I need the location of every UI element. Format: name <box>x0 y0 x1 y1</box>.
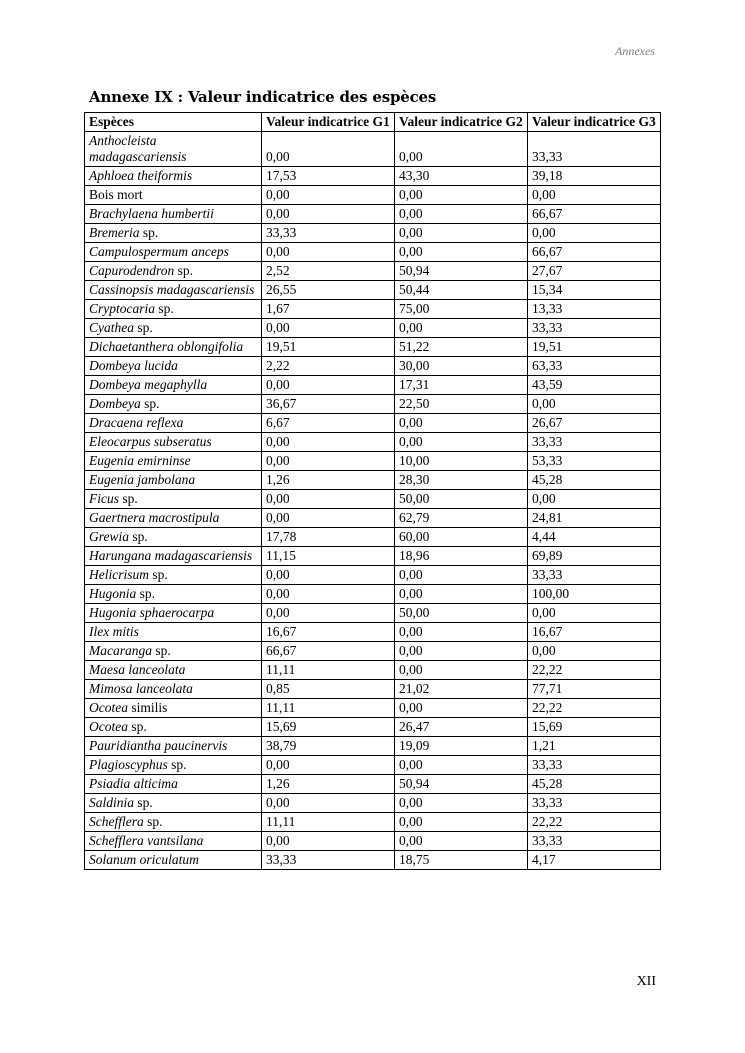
value-g3-cell: 45,28 <box>528 471 661 490</box>
value-g1-cell: 66,67 <box>262 642 395 661</box>
species-name-italic: Saldinia <box>89 795 135 810</box>
species-name-italic: Psiadia alticima <box>89 776 178 791</box>
value-g2-cell: 0,00 <box>395 224 528 243</box>
value-g2-cell: 18,96 <box>395 547 528 566</box>
value-g1-cell: 0,00 <box>262 490 395 509</box>
species-name-cell <box>85 832 262 851</box>
species-name-cell <box>85 661 262 680</box>
table-row <box>85 623 661 642</box>
species-name-italic: Eugenia jambolana <box>89 472 196 487</box>
value-g2-cell: 19,09 <box>395 737 528 756</box>
value-g1-cell: 0,00 <box>262 376 395 395</box>
value-g2-cell: 0,00 <box>395 623 528 642</box>
species-name-suffix: sp. <box>152 643 171 658</box>
species-name-cell <box>85 452 262 471</box>
species-name-cell <box>85 699 262 718</box>
header-g2: Valeur indicatrice G2 <box>395 113 528 132</box>
value-g2-cell: 0,00 <box>395 794 528 813</box>
species-name-cell <box>85 281 262 300</box>
table-row <box>85 813 661 832</box>
species-name-italic: Maesa lanceolata <box>89 662 186 677</box>
value-g2-cell: 30,00 <box>395 357 528 376</box>
value-g2-cell: 50,00 <box>395 604 528 623</box>
species-name-italic: Campulospermum anceps <box>89 244 229 259</box>
species-name-cell <box>85 604 262 623</box>
species-name-cell <box>85 300 262 319</box>
species-name-italic: Hugonia <box>89 586 137 601</box>
species-name-suffix: sp. <box>167 757 187 772</box>
species-name-italic: Hugonia sphaerocarpa <box>89 605 215 620</box>
table-row <box>85 661 661 680</box>
table-row <box>85 132 661 167</box>
value-g2-cell: 0,00 <box>395 205 528 224</box>
species-name-suffix: sp. <box>140 396 160 411</box>
table-row <box>85 604 661 623</box>
species-name-cell <box>85 414 262 433</box>
species-name-italic: Cryptocaria <box>89 301 155 316</box>
value-g3-cell: 24,81 <box>528 509 661 528</box>
species-name-suffix: Bois mort <box>89 187 143 202</box>
value-g1-cell: 0,00 <box>262 243 395 262</box>
table-row <box>85 509 661 528</box>
value-g1-cell: 11,11 <box>262 699 395 718</box>
value-g3-cell: 13,33 <box>528 300 661 319</box>
value-g3-cell: 19,51 <box>528 338 661 357</box>
species-name-italic: Dichaetanthera oblongifolia <box>89 339 244 354</box>
species-name-italic: Gaertnera macrostipula <box>89 510 220 525</box>
species-name-suffix: sp. <box>134 320 153 335</box>
species-name-italic: Plagioscyphus <box>89 757 168 772</box>
table-row <box>85 300 661 319</box>
value-g3-cell: 53,33 <box>528 452 661 471</box>
value-g1-cell: 0,00 <box>262 186 395 205</box>
value-g3-cell: 0,00 <box>528 224 661 243</box>
species-name-cell <box>85 167 262 186</box>
table-row <box>85 224 661 243</box>
value-g3-cell: 22,22 <box>528 813 661 832</box>
species-name-italic: Schefflera <box>89 814 144 829</box>
value-g1-cell: 2,22 <box>262 357 395 376</box>
value-g1-cell: 0,00 <box>262 585 395 604</box>
value-g2-cell: 50,94 <box>395 775 528 794</box>
header-g3: Valeur indicatrice G3 <box>528 113 661 132</box>
value-g1-cell: 11,11 <box>262 813 395 832</box>
value-g1-cell: 0,00 <box>262 205 395 224</box>
table-row <box>85 490 661 509</box>
value-g1-cell: 0,00 <box>262 794 395 813</box>
value-g1-cell: 11,15 <box>262 547 395 566</box>
species-name-italic: Anthocleista madagascariensis <box>89 133 187 164</box>
species-name-italic: Ilex mitis <box>89 624 139 639</box>
value-g2-cell: 22,50 <box>395 395 528 414</box>
table-row <box>85 433 661 452</box>
value-g2-cell: 60,00 <box>395 528 528 547</box>
table-row <box>85 851 661 870</box>
table-row <box>85 167 661 186</box>
species-name-suffix: sp. <box>127 719 147 734</box>
page-title: Annexe IX : Valeur indicatrice des espèces <box>89 88 437 106</box>
species-name-cell <box>85 490 262 509</box>
species-name-cell <box>85 566 262 585</box>
species-name-italic: Capurodendron <box>89 263 175 278</box>
table-row <box>85 756 661 775</box>
species-name-italic: Harungana madagascariensis <box>89 548 253 563</box>
species-name-suffix: sp. <box>129 529 148 544</box>
value-g3-cell: 33,33 <box>528 433 661 452</box>
species-name-italic: Brachylaena humbertii <box>89 206 214 221</box>
value-g3-cell: 33,33 <box>528 566 661 585</box>
species-name-italic: Helicrisum <box>89 567 149 582</box>
table-row <box>85 281 661 300</box>
species-name-suffix: sp. <box>139 225 159 240</box>
species-name-suffix: sp. <box>155 301 174 316</box>
species-name-cell <box>85 718 262 737</box>
species-name-cell <box>85 357 262 376</box>
species-name-italic: Aphloea theiformis <box>89 168 193 183</box>
table-row <box>85 186 661 205</box>
value-g3-cell: 39,18 <box>528 167 661 186</box>
value-g2-cell: 0,00 <box>395 585 528 604</box>
value-g1-cell: 1,26 <box>262 471 395 490</box>
table-row <box>85 547 661 566</box>
value-g1-cell: 0,00 <box>262 452 395 471</box>
species-name-italic: Dracaena reflexa <box>89 415 184 430</box>
species-name-suffix: sp. <box>119 491 138 506</box>
value-g2-cell: 0,00 <box>395 414 528 433</box>
species-name-cell <box>85 623 262 642</box>
species-name-suffix: sp. <box>134 795 153 810</box>
species-name-suffix: sp. <box>174 263 194 278</box>
value-g3-cell: 0,00 <box>528 186 661 205</box>
species-name-cell <box>85 642 262 661</box>
value-g1-cell: 17,53 <box>262 167 395 186</box>
value-g2-cell: 62,79 <box>395 509 528 528</box>
value-g1-cell: 2,52 <box>262 262 395 281</box>
species-name-cell <box>85 471 262 490</box>
table-row <box>85 775 661 794</box>
header-g1: Valeur indicatrice G1 <box>262 113 395 132</box>
value-g1-cell: 0,00 <box>262 756 395 775</box>
value-g2-cell: 0,00 <box>395 433 528 452</box>
species-name-cell <box>85 319 262 338</box>
value-g1-cell: 0,85 <box>262 680 395 699</box>
value-g1-cell: 1,26 <box>262 775 395 794</box>
value-g1-cell: 33,33 <box>262 224 395 243</box>
species-name-cell <box>85 756 262 775</box>
value-g3-cell: 15,34 <box>528 281 661 300</box>
species-name-italic: Mimosa lanceolata <box>89 681 193 696</box>
value-g2-cell: 0,00 <box>395 132 528 167</box>
species-name-cell <box>85 376 262 395</box>
table-row <box>85 338 661 357</box>
value-g2-cell: 28,30 <box>395 471 528 490</box>
table-row <box>85 642 661 661</box>
species-name-cell <box>85 851 262 870</box>
value-g3-cell: 0,00 <box>528 490 661 509</box>
species-name-italic: Ocotea <box>89 719 128 734</box>
value-g2-cell: 0,00 <box>395 813 528 832</box>
table-row <box>85 832 661 851</box>
value-g3-cell: 33,33 <box>528 132 661 167</box>
species-name-cell <box>85 338 262 357</box>
species-name-italic: Cassinopsis madagascariensis <box>89 282 255 297</box>
value-g1-cell: 11,11 <box>262 661 395 680</box>
value-g2-cell: 0,00 <box>395 642 528 661</box>
value-g3-cell: 77,71 <box>528 680 661 699</box>
value-g3-cell: 63,33 <box>528 357 661 376</box>
value-g3-cell: 66,67 <box>528 243 661 262</box>
value-g3-cell: 0,00 <box>528 604 661 623</box>
species-name-cell <box>85 433 262 452</box>
species-name-cell <box>85 186 262 205</box>
value-g2-cell: 0,00 <box>395 699 528 718</box>
table-row <box>85 452 661 471</box>
value-g3-cell: 69,89 <box>528 547 661 566</box>
species-name-cell <box>85 243 262 262</box>
value-g3-cell: 15,69 <box>528 718 661 737</box>
species-name-italic: Schefflera vantsilana <box>89 833 204 848</box>
value-g1-cell: 16,67 <box>262 623 395 642</box>
value-g2-cell: 51,22 <box>395 338 528 357</box>
table-row <box>85 528 661 547</box>
value-g3-cell: 66,67 <box>528 205 661 224</box>
species-name-italic: Dombeya lucida <box>89 358 178 373</box>
species-name-italic: Pauridiantha paucinervis <box>89 738 228 753</box>
value-g2-cell: 43,30 <box>395 167 528 186</box>
species-name-cell <box>85 813 262 832</box>
value-g3-cell: 22,22 <box>528 661 661 680</box>
table-row <box>85 794 661 813</box>
value-g2-cell: 50,00 <box>395 490 528 509</box>
value-g2-cell: 10,00 <box>395 452 528 471</box>
value-g1-cell: 1,67 <box>262 300 395 319</box>
species-name-cell <box>85 528 262 547</box>
species-name-italic: Dombeya megaphylla <box>89 377 208 392</box>
value-g2-cell: 21,02 <box>395 680 528 699</box>
species-name-italic: Cyathea <box>89 320 134 335</box>
value-g1-cell: 33,33 <box>262 851 395 870</box>
species-name-cell <box>85 794 262 813</box>
value-g3-cell: 33,33 <box>528 319 661 338</box>
value-g3-cell: 33,33 <box>528 794 661 813</box>
value-g3-cell: 16,67 <box>528 623 661 642</box>
species-name-cell <box>85 395 262 414</box>
value-g1-cell: 26,55 <box>262 281 395 300</box>
value-g2-cell: 0,00 <box>395 756 528 775</box>
value-g3-cell: 22,22 <box>528 699 661 718</box>
value-g3-cell: 27,67 <box>528 262 661 281</box>
value-g1-cell: 0,00 <box>262 132 395 167</box>
value-g3-cell: 0,00 <box>528 395 661 414</box>
species-name-cell <box>85 585 262 604</box>
value-g2-cell: 0,00 <box>395 186 528 205</box>
value-g3-cell: 1,21 <box>528 737 661 756</box>
value-g3-cell: 4,44 <box>528 528 661 547</box>
species-name-cell <box>85 775 262 794</box>
value-g1-cell: 0,00 <box>262 509 395 528</box>
value-g1-cell: 0,00 <box>262 604 395 623</box>
value-g1-cell: 6,67 <box>262 414 395 433</box>
species-name-italic: Ocotea <box>89 700 128 715</box>
species-name-italic: Eleocarpus subseratus <box>89 434 212 449</box>
species-name-cell <box>85 224 262 243</box>
species-name-italic: Eugenia emirninse <box>89 453 191 468</box>
table-row <box>85 471 661 490</box>
value-g2-cell: 0,00 <box>395 319 528 338</box>
value-g1-cell: 0,00 <box>262 319 395 338</box>
value-g2-cell: 0,00 <box>395 832 528 851</box>
page-number: XII <box>636 974 656 989</box>
table-row <box>85 319 661 338</box>
value-g2-cell: 17,31 <box>395 376 528 395</box>
value-g3-cell: 33,33 <box>528 832 661 851</box>
species-name-cell <box>85 262 262 281</box>
value-g3-cell: 45,28 <box>528 775 661 794</box>
value-g2-cell: 0,00 <box>395 661 528 680</box>
table-row <box>85 395 661 414</box>
species-name-cell <box>85 132 262 167</box>
value-g2-cell: 26,47 <box>395 718 528 737</box>
species-name-suffix: sp. <box>149 567 168 582</box>
table-row <box>85 376 661 395</box>
table-row <box>85 680 661 699</box>
species-name-suffix: similis <box>127 700 168 715</box>
table-row <box>85 699 661 718</box>
species-name-cell <box>85 509 262 528</box>
value-g1-cell: 0,00 <box>262 832 395 851</box>
value-g3-cell: 100,00 <box>528 585 661 604</box>
value-g2-cell: 18,75 <box>395 851 528 870</box>
table-row <box>85 737 661 756</box>
value-g1-cell: 0,00 <box>262 566 395 585</box>
species-name-italic: Macaranga <box>89 643 152 658</box>
table-header-row <box>85 113 661 132</box>
table-row <box>85 357 661 376</box>
value-g3-cell: 4,17 <box>528 851 661 870</box>
value-g1-cell: 36,67 <box>262 395 395 414</box>
species-name-italic: Dombeya <box>89 396 141 411</box>
species-name-italic: Grewia <box>89 529 129 544</box>
value-g3-cell: 43,59 <box>528 376 661 395</box>
value-g2-cell: 0,00 <box>395 243 528 262</box>
species-name-italic: Bremeria <box>89 225 140 240</box>
species-name-italic: Solanum oriculatum <box>89 852 199 867</box>
value-g3-cell: 33,33 <box>528 756 661 775</box>
species-name-cell <box>85 737 262 756</box>
species-name-cell <box>85 680 262 699</box>
species-name-suffix: sp. <box>136 586 156 601</box>
value-g2-cell: 0,00 <box>395 566 528 585</box>
species-name-suffix: sp. <box>143 814 163 829</box>
table-row <box>85 414 661 433</box>
table-row <box>85 566 661 585</box>
value-g1-cell: 0,00 <box>262 433 395 452</box>
table-row <box>85 585 661 604</box>
value-g1-cell: 15,69 <box>262 718 395 737</box>
header-species: Espèces <box>85 113 262 132</box>
table-row <box>85 243 661 262</box>
table-row <box>85 718 661 737</box>
value-g2-cell: 75,00 <box>395 300 528 319</box>
running-header: Annexes <box>615 44 655 58</box>
value-g2-cell: 50,94 <box>395 262 528 281</box>
value-g1-cell: 19,51 <box>262 338 395 357</box>
table-row <box>85 205 661 224</box>
species-name-cell <box>85 205 262 224</box>
table-row <box>85 262 661 281</box>
species-name-italic: Ficus <box>89 491 119 506</box>
species-table <box>84 112 661 870</box>
value-g2-cell: 50,44 <box>395 281 528 300</box>
value-g3-cell: 0,00 <box>528 642 661 661</box>
value-g3-cell: 26,67 <box>528 414 661 433</box>
value-g1-cell: 38,79 <box>262 737 395 756</box>
value-g1-cell: 17,78 <box>262 528 395 547</box>
species-name-cell <box>85 547 262 566</box>
